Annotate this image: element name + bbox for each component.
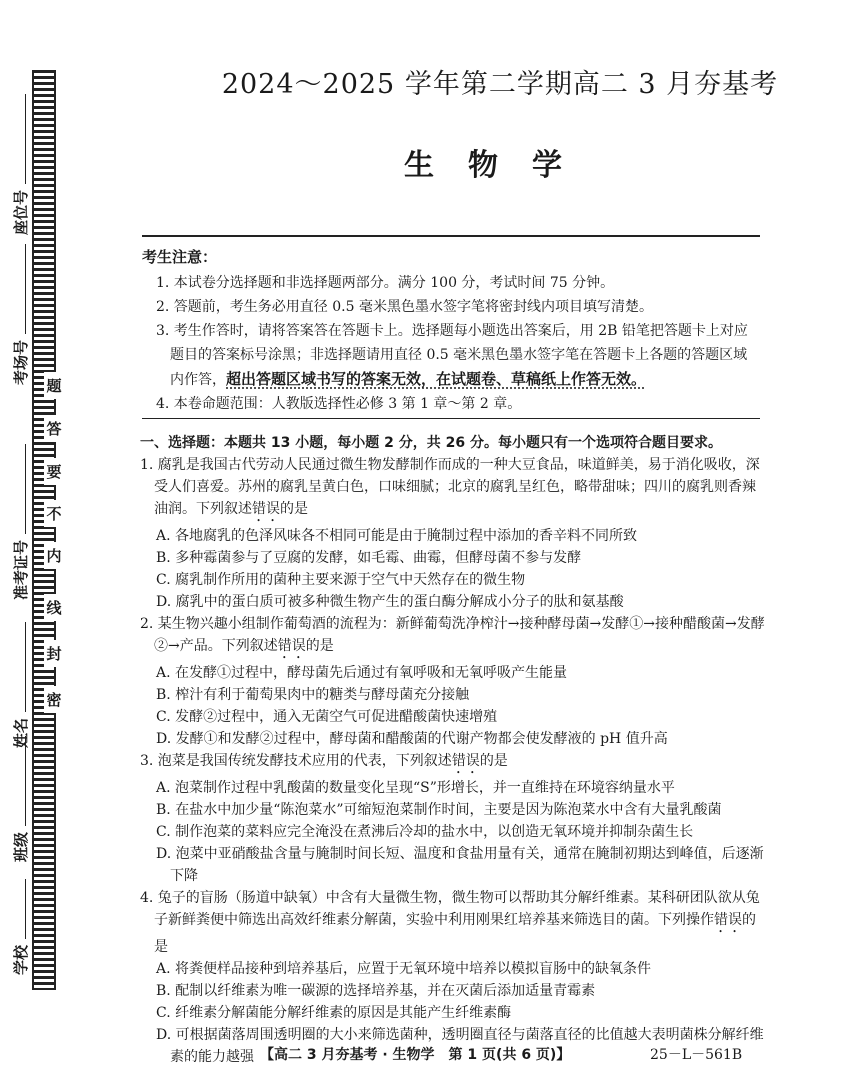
option: C. 发酵②过程中，通入无菌空气可促进醋酸菌快速增殖 xyxy=(156,709,498,725)
notice-item: 3. 考生作答时，请将答案答在答题卡上。选择题每小题选出答案后，用 2B 铅笔把答题卡上对应题目的答案标号涂黑；非选择题请用直径 0.5 毫米黑色墨水签字笔在答题卡上各题的答题区域内作答，超出答题区域书写的答案无效，在试题卷、草稿纸上作答无效。 xyxy=(156,323,748,388)
seat-number-field: 座位号 xyxy=(10,94,31,235)
page-footer: 【高二 3 月夯基考 · 生物学 第 1 页(共 6 页)】 xyxy=(260,1047,571,1063)
exam-title: 2024～2025 学年第二学期高二 3 月夯基考 xyxy=(221,69,779,100)
option: A. 将粪便样品接种到培养基后，应置于无氧环境中培养以模拟盲肠中的缺氧条件 xyxy=(156,961,652,977)
option: A. 各地腐乳的色泽风味各不相同可能是由于腌制过程中添加的香辛料不同所致 xyxy=(156,528,638,544)
seal-char: 题 xyxy=(44,372,64,399)
option: D. 泡菜中亚硝酸盐含量与腌制时间长短、温度和食盐用量有关，通常在腌制初期达到峰值，后逐渐下降 xyxy=(156,846,764,884)
binding-margin xyxy=(0,0,140,1082)
admission-number-field: 准考证号 xyxy=(10,444,31,600)
candidate-notice xyxy=(142,245,760,416)
option: D. 发酵①和发酵②过程中，酵母菌和醋酸菌的代谢产物都会使发酵液的 pH 值升高 xyxy=(156,731,668,747)
seal-char: 不 xyxy=(44,500,64,527)
seal-char: 线 xyxy=(44,594,64,621)
question-stem: 3. 泡菜是我国传统发酵技术应用的代表，下列叙述错误的是 xyxy=(140,753,508,769)
question xyxy=(140,750,765,887)
school-field: 学校 xyxy=(10,879,31,975)
notice-item: 2. 答题前，考生务必用直径 0.5 毫米黑色墨水签字笔将密封线内项目填写清楚。 xyxy=(156,299,653,315)
notice-item: 1. 本试卷分选择题和非选择题两部分。满分 100 分，考试时间 75 分钟。 xyxy=(156,275,615,291)
option: C. 制作泡菜的菜料应完全淹没在煮沸后冷却的盐水中，以创造无氧环境并抑制杂菌生长 xyxy=(156,824,694,840)
notice-emphasis: 超出答题区域书写的答案无效，在试题卷、草稿纸上作答无效。 xyxy=(226,370,647,388)
option: C. 腐乳制作所用的菌种主要来源于空气中天然存在的微生物 xyxy=(156,572,526,588)
option: B. 在盐水中加少量“陈泡菜水”可缩短泡菜制作时间，主要是因为陈泡菜水中含有大量乳酸菌 xyxy=(156,802,722,818)
divider xyxy=(142,418,760,419)
question-stem: 1. 腐乳是我国古代劳动人民通过微生物发酵制作而成的一种大豆食品，味道鲜美，易于消化吸收，深受人们喜爱。苏州的腐乳呈黄白色，口味细腻；北京的腐乳呈红色，略带甜味；四川的腐乳则香辣油润。下列叙述错误的是 xyxy=(140,457,760,517)
perforation-line xyxy=(32,70,56,990)
option: A. 在发酵①过程中，酵母菌先后通过有氧呼吸和无氧呼吸产生能量 xyxy=(156,665,568,681)
subject-title: 生物学 xyxy=(404,148,596,183)
option: D. 腐乳中的蛋白质可被多种微生物产生的蛋白酶分解成小分子的肽和氨基酸 xyxy=(156,594,624,610)
seal-char: 内 xyxy=(44,542,64,569)
option: B. 榨汁有利于葡萄果肉中的糖类与酵母菌充分接触 xyxy=(156,687,470,703)
seal-char: 要 xyxy=(44,458,64,485)
paper-code: 25－L－561B xyxy=(650,1047,743,1063)
option: B. 配制以纤维素为唯一碳源的选择培养基，并在灭菌后添加适量青霉素 xyxy=(156,983,596,999)
class-field: 班级 xyxy=(10,736,31,862)
multiple-choice-section xyxy=(140,432,765,1068)
name-field: 姓名 xyxy=(10,622,31,748)
notice-item: 4. 本卷命题范围：人教版选择性必修 3 第 1 章～第 2 章。 xyxy=(156,396,522,412)
seal-char: 封 xyxy=(44,640,64,667)
option: B. 多种霉菌参与了豆腐的发酵，如毛霉、曲霉，但酵母菌不参与发酵 xyxy=(156,550,582,566)
question xyxy=(140,887,765,1068)
question-stem: 4. 兔子的盲肠（肠道中缺氧）中含有大量微生物，微生物可以帮助其分解纤维素。某科研团队欲从兔子新鲜粪便中筛选出高效纤维素分解菌，实验中利用刚果红培养基来筛选目的菌。下列操作错误的是 xyxy=(140,890,760,955)
option: A. 泡菜制作过程中乳酸菌的数量变化呈现“S”形增长，并一直维持在环境容纳量水平 xyxy=(156,780,675,796)
section-heading: 一、选择题：本题共 13 小题，每小题 2 分，共 26 分。每小题只有一个选项符合题目要求。 xyxy=(140,435,722,451)
option: D. 可根据菌落周围透明圈的大小来筛选菌种，透明圈直径与菌落直径的比值越大表明菌株分解纤维素的能力越强 xyxy=(156,1027,764,1065)
seal-char: 密 xyxy=(44,686,64,713)
notice-heading: 考生注意： xyxy=(142,248,218,266)
exam-room-field: 考场号 xyxy=(10,244,31,385)
seal-char: 答 xyxy=(44,415,64,442)
question-stem: 2. 某生物兴趣小组制作葡萄酒的流程为：新鲜葡萄洗净榨汁→接种酵母菌→发酵①→接种醋酸菌→发酵②→产品。下列叙述错误的是 xyxy=(140,616,765,654)
divider xyxy=(142,235,760,237)
question xyxy=(140,613,765,750)
option: C. 纤维素分解菌能分解纤维素的原因是其能产生纤维素酶 xyxy=(156,1005,512,1021)
question xyxy=(140,454,765,613)
